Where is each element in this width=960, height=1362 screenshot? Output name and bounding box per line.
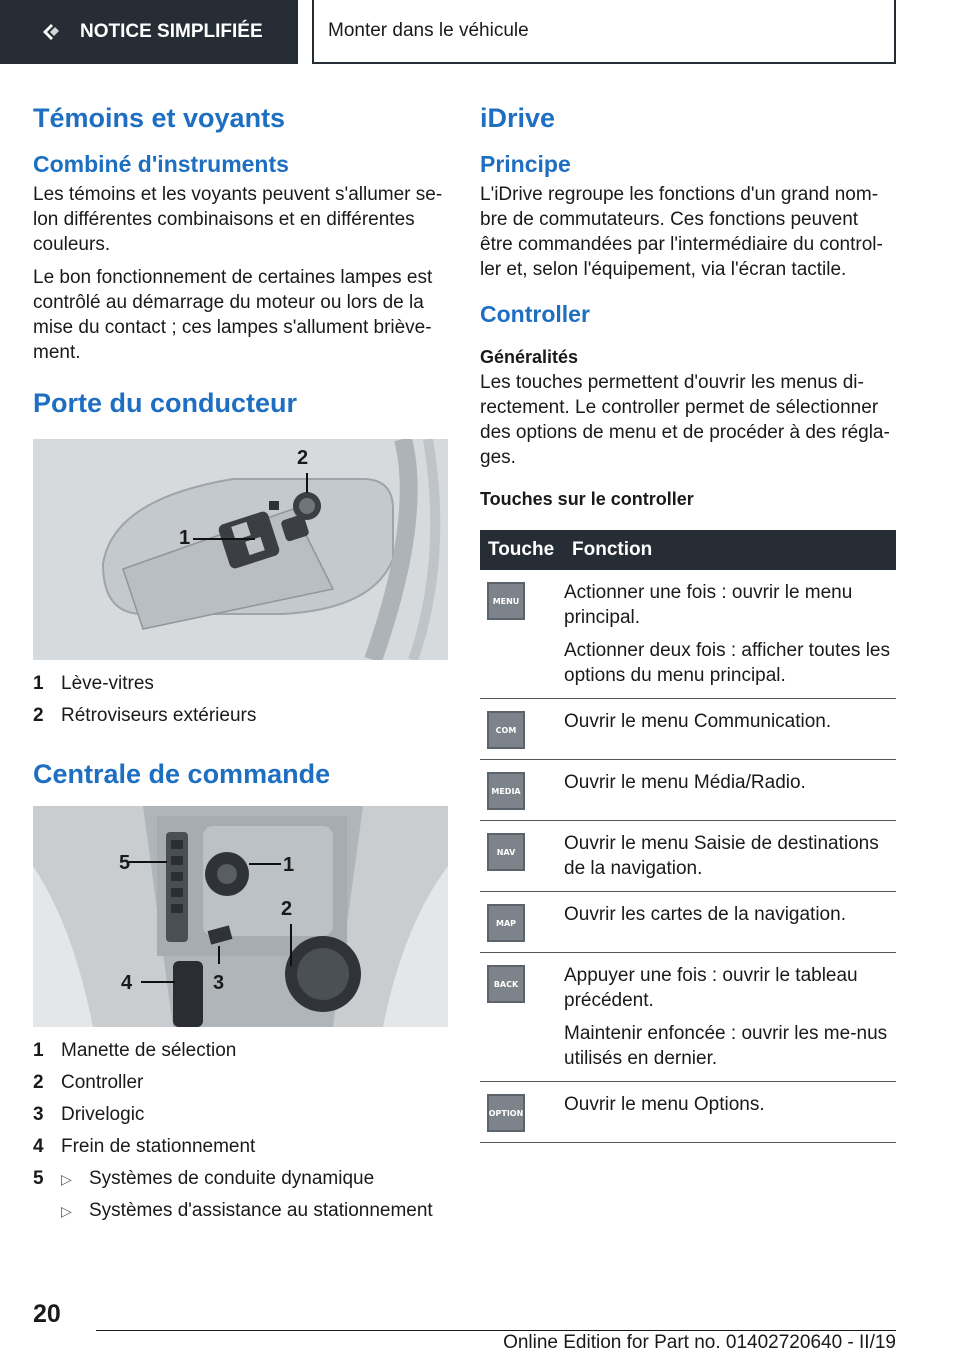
footer-edition: Online Edition for Part no. 01402720640 - II/19 [503,1332,896,1353]
legend-number: 2 [33,1072,44,1093]
quick-guide-icon [40,21,62,43]
callout-4: 4 [121,972,133,994]
section-badge[interactable] [0,0,298,64]
table-row [480,570,896,699]
breadcrumb-label: Monter dans le véhicule [328,20,529,41]
heading-controller-keys: Touches sur le controller [480,489,694,509]
legend-text: Controller [61,1072,144,1093]
function-text: Ouvrir le menu Options. [564,1094,765,1115]
option-key-icon: OPTION [487,1094,525,1132]
paragraph: Le bon fonctionnement de certaines lampes est contrôlé au démarrage du moteur ou lors de la mise du contact ; ces lampes s'allument briève-ment. [33,267,433,363]
legend-text: Systèmes de conduite dynamique [89,1168,375,1189]
heading-controller: Controller [480,301,590,327]
console-legend [33,1035,448,1227]
table-row [480,760,896,821]
callout-2: 2 [297,447,309,469]
legend-item [33,1131,448,1163]
map-key-icon: MAP [487,904,525,942]
legend-text: Systèmes d'assistance au stationnement [89,1200,433,1221]
table-row [480,953,896,1082]
legend-number: 2 [33,705,44,726]
footer-divider [96,1330,896,1331]
legend-number: 1 [33,673,44,694]
triangle-bullet-icon: ▷ [61,1171,72,1187]
function-text: Ouvrir le menu Saisie de destinations de la navigation. [564,833,879,879]
callout-2: 2 [281,898,293,920]
breadcrumb[interactable] [312,0,896,64]
triangle-bullet-icon: ▷ [61,1203,72,1219]
function-text: Ouvrir le menu Média/Radio. [564,772,806,793]
driver-door-photo [33,439,448,660]
media-key-icon: MEDIA [487,772,525,810]
function-text: Appuyer une fois : ouvrir le tableau précédent. [564,965,858,1011]
legend-item [33,668,448,700]
section-badge-label: NOTICE SIMPLIFIÉE [80,21,263,42]
legend-text: Frein de stationnement [61,1136,256,1157]
legend-item [33,1067,448,1099]
function-text: Actionner une fois : ouvrir le menu principal. [564,582,853,628]
callout-3: 3 [213,972,225,994]
heading-principle: Principe [480,151,571,177]
paragraph: L'iDrive regroupe les fonctions d'un grand nom-bre de commutateurs. Ces fonctions peuvent être commandées par l'intermédiaire du control-ler et, selon l'équipement, via l'écran tactile. [480,184,883,280]
legend-item [33,1035,448,1067]
paragraph: Les témoins et les voyants peuvent s'allumer se-lon différentes combinaisons et en différentes couleurs. [33,184,443,255]
legend-number: 3 [33,1104,44,1125]
function-text: Actionner deux fois : afficher toutes les options du menu principal. [564,640,890,686]
table-row [480,699,896,760]
section-title-indicators: Témoins et voyants [33,103,286,133]
legend-text: Lève-vitres [61,673,154,694]
menu-key-icon: MENU [487,582,525,620]
paragraph: Les touches permettent d'ouvrir les menus di-rectement. Le controller permet de sélectionner des options de menu et de procéder à des régla-ges. [480,372,890,468]
back-key-icon: BACK [487,965,525,1003]
table-header-row [480,530,896,570]
controller-keys-table [480,530,896,1143]
column-header-key: Touche [480,530,564,570]
heading-general: Généralités [480,347,579,367]
function-text: Maintenir enfoncée : ouvrir les me-nus utilisés en dernier. [564,1023,888,1069]
right-column [480,96,896,1143]
heading-center-console: Centrale de commande [33,759,331,789]
legend-text: Rétroviseurs extérieurs [61,705,257,726]
page-number: 20 [33,1300,61,1328]
table-row [480,1082,896,1143]
column-header-function: Fonction [564,530,896,570]
legend-number: 1 [33,1040,44,1061]
legend-item [33,1195,448,1227]
center-console-photo [33,806,448,1027]
legend-number: 4 [33,1136,44,1157]
legend-text: Drivelogic [61,1104,145,1125]
legend-item [33,700,448,732]
callout-5: 5 [119,852,131,874]
legend-text: Manette de sélection [61,1040,237,1061]
legend-item [33,1163,448,1195]
function-text: Ouvrir le menu Communication. [564,711,832,732]
left-column [33,96,448,1227]
subtitle-instrument-cluster: Combiné d'instruments [33,151,289,177]
function-text: Ouvrir les cartes de la navigation. [564,904,846,925]
door-legend [33,668,448,732]
nav-key-icon: NAV [487,833,525,871]
legend-item [33,1099,448,1131]
table-row [480,892,896,953]
callout-1: 1 [179,527,191,549]
section-title-idrive: iDrive [480,103,556,133]
callout-1: 1 [283,854,295,876]
heading-driver-door: Porte du conducteur [33,388,298,418]
legend-number: 5 [33,1168,44,1189]
table-row [480,821,896,892]
com-key-icon: COM [487,711,525,749]
